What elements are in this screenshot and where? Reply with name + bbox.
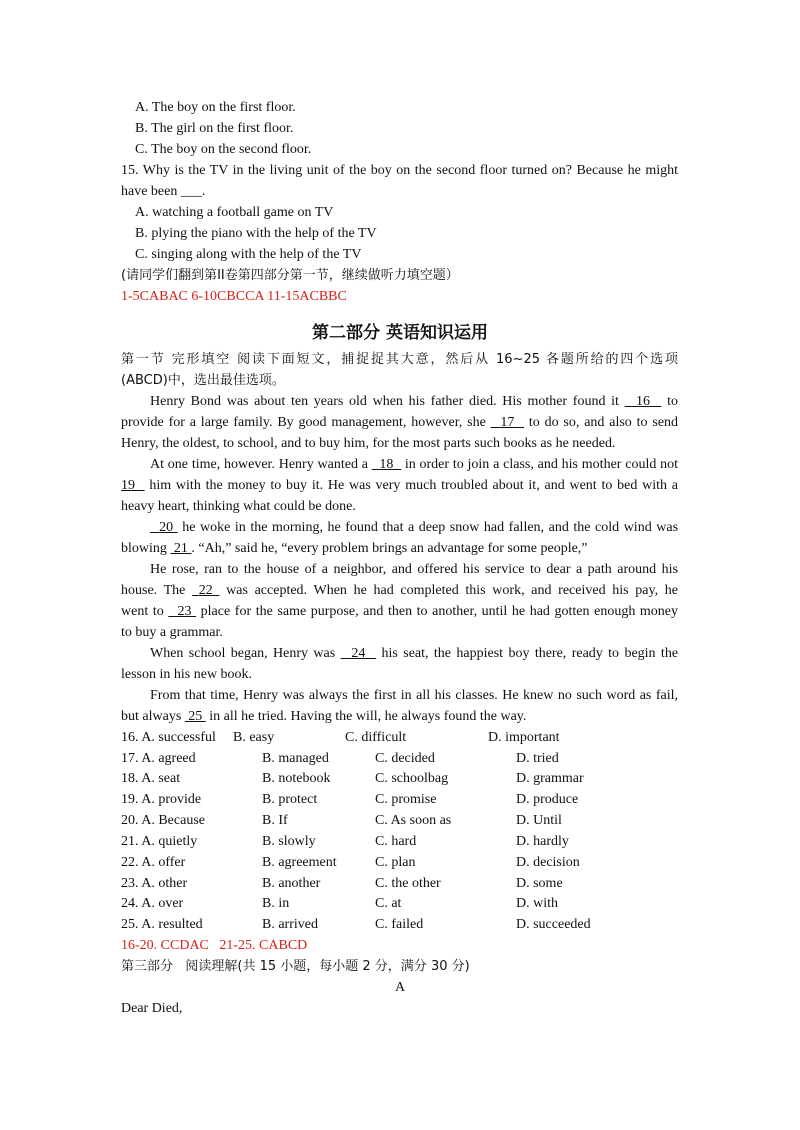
- section1-line2: (ABCD)中，选出最佳选项。: [121, 373, 285, 388]
- blank-23: [168, 604, 196, 619]
- blank-23-number: 23: [177, 604, 192, 619]
- blank-16-number: 16: [636, 394, 651, 409]
- passage-p6-line2: [121, 707, 526, 727]
- letter-greeting: Dear Died,: [121, 1001, 183, 1016]
- blank-22: [192, 583, 219, 598]
- choice-a: 19. A. provide: [121, 792, 202, 807]
- answer-key-1-15: 1-5CABAC 6-10CBCCA 11-15ACBBC: [121, 289, 347, 304]
- choice-a: 21. A. quietly: [121, 834, 198, 849]
- q15-stem-line1: 15. Why is the TV in the living unit of the boy on the second floor turned on? Because he might: [121, 163, 678, 178]
- passage-text: in order to join a class, and his mother could not: [404, 457, 679, 472]
- passage-a-label: A: [394, 980, 406, 995]
- choice-c: C. at: [375, 896, 402, 911]
- passage-p4-line4: to buy a grammar.: [121, 625, 223, 640]
- choice-d: D. decision: [516, 855, 580, 870]
- blank-21-number: 21: [173, 541, 188, 556]
- choice-a: 16. A. successful: [121, 730, 216, 745]
- choice-c: C. failed: [375, 917, 424, 932]
- passage-text: him with the money to buy it. He was very much troubled about it, and went to bed with a: [149, 478, 679, 493]
- passage-text: Henry Bond was about ten years old when his father died. His mother found it: [150, 394, 619, 409]
- passage-text: . “Ah,” said he, “every problem brings an advantage for some people,”: [191, 541, 588, 556]
- choice-b: B. easy: [233, 730, 275, 745]
- choice-a: 20. A. Because: [121, 813, 205, 828]
- choice-d: D. produce: [516, 792, 579, 807]
- part3-title: 第三部分 阅读理解(共 15 小题，每小题 2 分，满分 30 分): [121, 959, 470, 974]
- choice-c: C. promise: [375, 792, 437, 807]
- choice-b: B. arrived: [262, 917, 318, 932]
- choice-d: D. Until: [516, 813, 562, 828]
- blank-16: [625, 394, 662, 409]
- choice-c: C. schoolbag: [375, 771, 449, 786]
- choice-a: 22. A. offer: [121, 855, 186, 870]
- choice-d: D. important: [488, 730, 560, 745]
- passage-p3-line2: [121, 539, 588, 559]
- choice-d: D. grammar: [516, 771, 584, 786]
- passage-p5-line2: lesson in his new book.: [121, 667, 253, 682]
- q14-option-a: A. The boy on the first floor.: [135, 100, 296, 115]
- choice-b: B. If: [262, 813, 288, 828]
- choice-b: B. agreement: [262, 855, 337, 870]
- instruction-note: (请同学们翻到第II卷第四部分第一节，继续做听力填空题）: [121, 268, 459, 283]
- blank-24-number: 24: [351, 646, 366, 661]
- passage-text: went to: [121, 604, 164, 619]
- choice-d: D. some: [516, 876, 563, 891]
- blank-17: [491, 415, 524, 430]
- blank-22-number: 22: [198, 583, 213, 598]
- blank-18: [372, 457, 401, 472]
- q14-option-c: C. The boy on the second floor.: [135, 142, 312, 157]
- passage-text: was accepted. When he had completed this work, and received his pay, he: [226, 583, 678, 598]
- choice-b: B. in: [262, 896, 290, 911]
- choice-a: 18. A. seat: [121, 771, 181, 786]
- passage-p4-line1: He rose, ran to the house of a neighbor, and offered his service to dear a path around his: [150, 562, 678, 577]
- choice-c: C. decided: [375, 751, 435, 766]
- blank-21: [170, 541, 191, 556]
- q15-stem-suffix: .: [201, 184, 206, 199]
- blank-18-number: 18: [379, 457, 394, 472]
- choice-b: B. protect: [262, 792, 318, 807]
- choice-a: 23. A. other: [121, 876, 188, 891]
- answer-key-16-25: 16-20. CCDAC 21-25. CABCD: [121, 938, 308, 953]
- q15-option-a: A. watching a football game on TV: [135, 205, 334, 220]
- blank-25: [185, 709, 206, 724]
- passage-p2-line1: [150, 455, 678, 475]
- passage-text: When school began, Henry was: [150, 646, 336, 661]
- choice-c: C. plan: [375, 855, 416, 870]
- q15-stem-line2: [121, 182, 205, 202]
- choice-a: 17. A. agreed: [121, 751, 196, 766]
- passage-p3-line1: [150, 518, 678, 538]
- passage-p5-line1: [150, 644, 678, 664]
- passage-text: to do so, and also to send: [528, 415, 679, 430]
- blank-19: [121, 478, 145, 493]
- passage-p1-line2: [121, 413, 678, 433]
- choice-d: D. hardly: [516, 834, 569, 849]
- choice-c: C. difficult: [345, 730, 407, 745]
- passage-text: his seat, the happiest boy there, ready to begin the: [381, 646, 679, 661]
- passage-p4-line2: [121, 581, 678, 601]
- section1-line1: 第一节 完形填空 阅读下面短文，捕捉捉其大意，然后从 16~25 各题所给的四个选项: [121, 352, 678, 367]
- choice-b: B. managed: [262, 751, 329, 766]
- blank-19-number: 19: [121, 478, 135, 493]
- passage-p1-line3: Henry, the oldest, to school, and to buy him, for the most parts such books as he needed.: [121, 436, 616, 451]
- blank-20-number: 20: [159, 520, 174, 535]
- q15-option-c: C. singing along with the help of the TV: [135, 247, 362, 262]
- blank-17-number: 17: [500, 415, 515, 430]
- passage-text: At one time, however. Henry wanted a: [150, 457, 368, 472]
- choice-d: D. succeeded: [516, 917, 591, 932]
- passage-p2-line2: [121, 476, 678, 496]
- passage-text: to: [667, 394, 679, 409]
- choice-a: 24. A. over: [121, 896, 184, 911]
- choice-d: D. with: [516, 896, 558, 911]
- choice-b: B. slowly: [262, 834, 316, 849]
- passage-text: he woke in the morning, he found that a deep snow had fallen, and the cold wind was: [182, 520, 679, 535]
- choice-b: B. notebook: [262, 771, 331, 786]
- q14-option-b: B. The girl on the first floor.: [135, 121, 294, 136]
- passage-text: but always: [121, 709, 182, 724]
- choice-a: 25. A. resulted: [121, 917, 203, 932]
- passage-p2-line3: heavy heart, thinking what could be done.: [121, 499, 356, 514]
- choice-c: C. the other: [375, 876, 441, 891]
- q15-option-b: B. plying the piano with the help of the TV: [135, 226, 377, 241]
- choice-b: B. another: [262, 876, 321, 891]
- q15-stem-prefix: have been: [121, 184, 178, 199]
- q15-blank: ___: [180, 184, 202, 199]
- blank-24: [341, 646, 377, 661]
- passage-text: blowing: [121, 541, 167, 556]
- part2-title: 第二部分 英语知识运用: [312, 323, 488, 343]
- choice-d: D. tried: [516, 751, 559, 766]
- passage-text: house. The: [121, 583, 186, 598]
- blank-20: [150, 520, 178, 535]
- choice-c: C. As soon as: [375, 813, 452, 828]
- passage-p6-line1: From that time, Henry was always the first in all his classes. He knew no such word as fail,: [150, 688, 678, 703]
- passage-p4-line3: [121, 602, 678, 622]
- passage-text: provide for a large family. By good management, however, she: [121, 415, 486, 430]
- passage-text: place for the same purpose, and then to another, until he had gotten enough money: [200, 604, 679, 619]
- passage-text: in all he tried. Having the will, he always found the way.: [209, 709, 527, 724]
- choice-c: C. hard: [375, 834, 417, 849]
- blank-25-number: 25: [188, 709, 203, 724]
- passage-p1-line1: [150, 392, 678, 412]
